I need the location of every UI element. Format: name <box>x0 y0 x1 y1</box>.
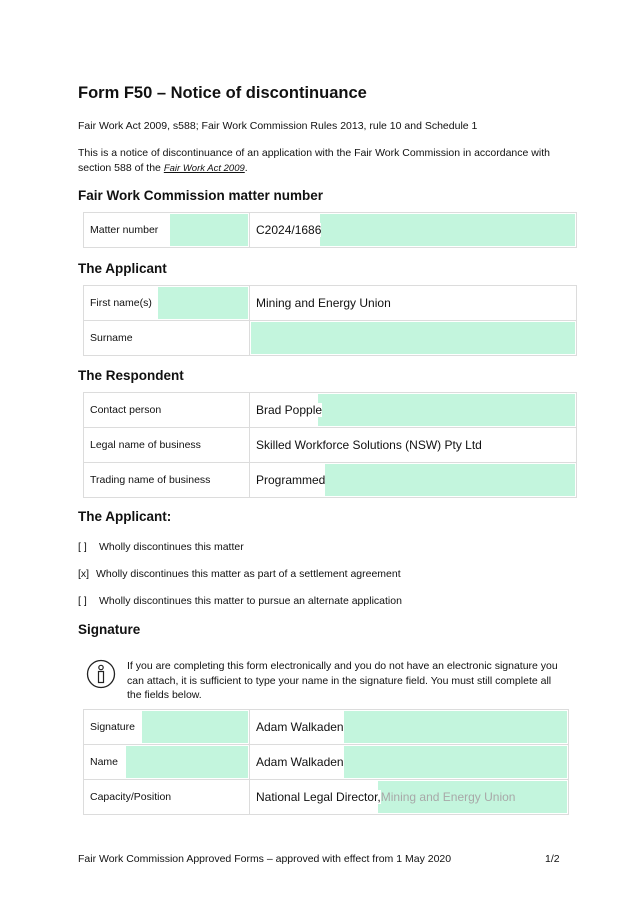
footer-text: Fair Work Commission Approved Forms – approved with effect from 1 May 2020 <box>78 853 452 865</box>
option-label: Wholly discontinues this matter to pursue an alternate application <box>99 595 402 607</box>
option-alternate-application[interactable] <box>78 595 402 607</box>
table-row <box>84 463 577 498</box>
signature-label-cell <box>84 710 250 745</box>
name-label-cell <box>84 745 250 780</box>
act-link[interactable]: Fair Work Act 2009 <box>163 163 245 174</box>
capacity-value: National Legal Director, <box>250 790 381 804</box>
legislation-line: Fair Work Act 2009, s588; Fair Work Commission Rules 2013, rule 10 and Schedule 1 <box>78 120 478 132</box>
trading-name-label: Trading name of business <box>90 474 211 486</box>
intro-text-end: . <box>244 162 248 174</box>
table-row <box>84 745 569 780</box>
capacity-field[interactable] <box>250 780 569 815</box>
signature-field[interactable] <box>250 710 569 745</box>
surname-label: Surname <box>90 332 133 344</box>
name-field[interactable] <box>250 745 569 780</box>
matter-number-label: Matter number <box>90 224 159 236</box>
signature-label: Signature <box>90 721 135 733</box>
first-name-label-cell <box>84 286 250 321</box>
legal-name-field[interactable] <box>250 428 577 463</box>
table-row <box>84 213 577 248</box>
option-label: Wholly discontinues this matter as part of a settlement agreement <box>96 568 401 580</box>
matter-table <box>83 212 577 248</box>
trading-name-label-cell <box>84 463 250 498</box>
intro-paragraph <box>78 146 558 176</box>
option-checkbox[interactable]: [ ] <box>78 595 87 607</box>
option-checkbox[interactable]: [x] <box>78 568 90 580</box>
info-text: If you are completing this form electronically and you do not have an electronic signature you can attach, it is sufficient to type your name in the signature field. You must still complete all the fields below. <box>127 660 558 701</box>
signature-value: Adam Walkaden <box>250 720 344 734</box>
contact-label-cell <box>84 393 250 428</box>
first-name-label: First name(s) <box>90 297 152 309</box>
matter-number-field[interactable] <box>250 213 577 248</box>
first-name-field[interactable] <box>250 286 577 321</box>
capacity-label: Capacity/Position <box>90 791 172 803</box>
table-row <box>84 710 569 745</box>
info-icon <box>86 659 116 689</box>
legal-name-label-cell <box>84 428 250 463</box>
trading-name-field[interactable] <box>250 463 577 498</box>
contact-person-label: Contact person <box>90 404 162 416</box>
name-value: Adam Walkaden <box>250 755 344 769</box>
option-wholly-discontinues[interactable] <box>78 541 244 553</box>
discontinuance-heading: The Applicant: <box>78 509 172 524</box>
contact-person-value: Brad Popple <box>250 403 322 417</box>
option-checkbox[interactable]: [ ] <box>78 541 87 553</box>
first-name-value: Mining and Energy Union <box>250 296 391 310</box>
applicant-heading: The Applicant <box>78 261 167 276</box>
option-settlement[interactable] <box>78 568 401 580</box>
capacity-faded-value: Mining and Energy Union <box>380 790 516 804</box>
matter-heading: Fair Work Commission matter number <box>78 188 324 203</box>
surname-field[interactable] <box>250 321 577 356</box>
page-title: Form F50 – Notice of discontinuance <box>78 84 367 102</box>
table-row <box>84 321 577 356</box>
respondent-table <box>83 392 577 498</box>
name-label: Name <box>90 756 119 768</box>
matter-label-cell <box>84 213 250 248</box>
option-label: Wholly discontinues this matter <box>99 541 244 553</box>
trading-name-value: Programmed <box>250 473 325 487</box>
intro-text: This is a notice of discontinuance of an application with the Fair Work Commission in accordance with section 588 of the <box>78 147 550 174</box>
table-row <box>84 428 577 463</box>
surname-label-cell <box>84 321 250 356</box>
matter-number-value: C2024/1686 <box>250 223 321 237</box>
legal-name-label: Legal name of business <box>90 439 201 451</box>
contact-person-field[interactable] <box>250 393 577 428</box>
signature-heading: Signature <box>78 622 141 637</box>
signature-table <box>83 709 569 815</box>
page-number: 1/2 <box>545 853 560 865</box>
capacity-label-cell <box>84 780 250 815</box>
applicant-table <box>83 285 577 356</box>
table-row <box>84 780 569 815</box>
table-row <box>84 393 577 428</box>
respondent-heading: The Respondent <box>78 368 184 383</box>
table-row <box>84 286 577 321</box>
legal-name-value: Skilled Workforce Solutions (NSW) Pty Ltd <box>250 438 482 452</box>
